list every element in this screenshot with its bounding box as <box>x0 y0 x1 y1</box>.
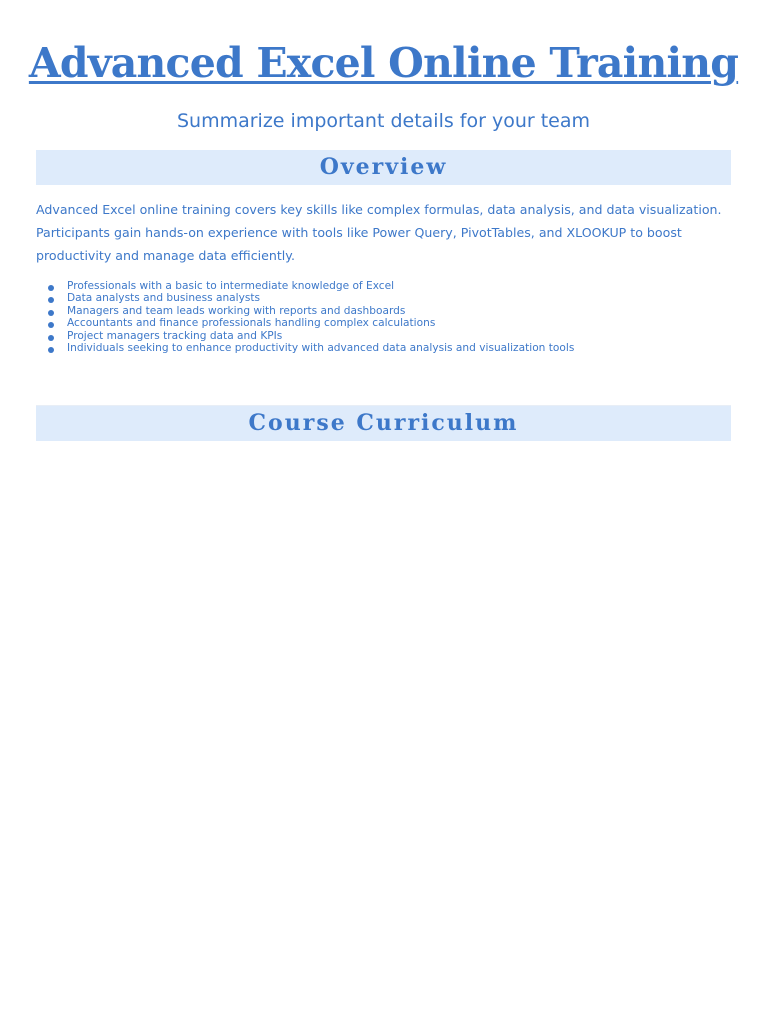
list-item-text: Professionals with a basic to intermediate knowledge of Excel <box>67 280 395 292</box>
page-subtitle: Summarize important details for your team <box>176 110 591 132</box>
bullet-icon <box>48 285 54 291</box>
bullet-icon <box>48 347 54 353</box>
list-item <box>36 317 731 329</box>
audience-list <box>36 280 731 354</box>
list-item <box>36 292 731 304</box>
curriculum-section-header: Course Curriculum <box>36 405 731 441</box>
list-item-text: Accountants and finance professionals handling complex calculations <box>67 317 436 330</box>
bullet-icon <box>48 297 54 303</box>
list-item <box>36 330 731 342</box>
list-item-text: Individuals seeking to enhance productivity with advanced data analysis and visualization tools <box>67 342 575 355</box>
list-item <box>36 342 731 354</box>
list-item <box>36 305 731 317</box>
bullet-icon <box>48 310 54 316</box>
list-item-text: Project managers tracking data and KPIs <box>67 329 283 342</box>
list-item <box>36 280 731 292</box>
overview-paragraph: Advanced Excel online training covers key skills like complex formulas, data analysis, and data visualization. Participants gain hands-on experience with tools like Power Query, PivotTables, and XLOOKUP to boost productivity and manage data efficiently. <box>36 202 722 263</box>
bullet-icon <box>48 335 54 341</box>
list-item-text: Managers and team leads working with reports and dashboards <box>67 304 406 317</box>
page-title: Advanced Excel Online Training <box>28 39 739 87</box>
list-item-text: Data analysts and business analysts <box>67 292 261 305</box>
bullet-icon <box>48 322 54 328</box>
overview-section-header: Overview <box>36 150 731 185</box>
